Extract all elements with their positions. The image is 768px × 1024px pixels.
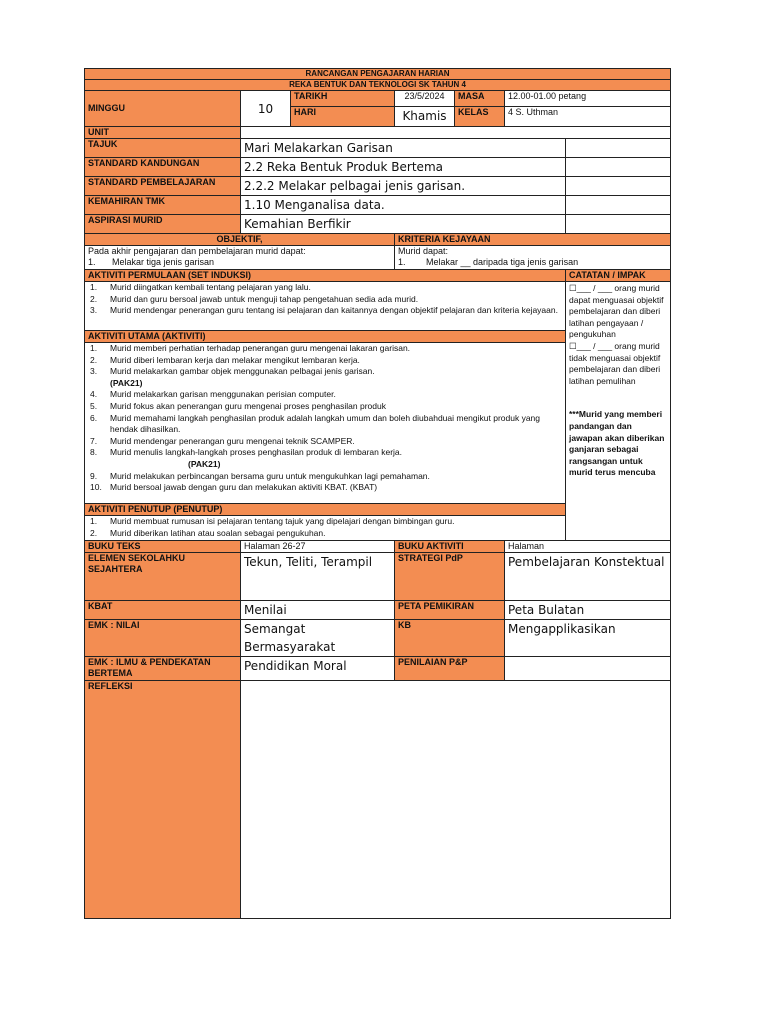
strategi-value: Pembelajaran Konstektual [505, 553, 671, 601]
kb-label: KB [395, 620, 505, 657]
sp-spare [566, 177, 671, 196]
buku-aktiviti-label: BUKU AKTIVITI [395, 541, 505, 553]
refleksi-value [241, 681, 671, 919]
list-item: 4. Murid melakarkan garisan menggunakan perisian computer. [90, 389, 336, 400]
list-item: 3. Murid melakarkan gambar objek menggunakan pelbagai jenis garisan. [90, 366, 375, 377]
list-item: 1. Murid membuat rumusan isi pelajaran tentang tajuk yang dipelajari dengan bimbingan guru. [90, 516, 455, 526]
unit-value [241, 127, 671, 139]
catatan-label: CATATAN / IMPAK [566, 270, 671, 282]
buku-teks-label: BUKU TEKS [85, 541, 241, 553]
catatan-line-1: ☐___ / ___ orang murid dapat menguasai objektif pembelajaran dan diberi latihan pengayaan / pengukuhan [569, 283, 664, 340]
list-item: (PAK21) [188, 458, 221, 469]
list-item: 10. Murid bersoal jawab dengan guru dan melakukan aktiviti KBAT. (KBAT) [90, 482, 378, 493]
objektif-item-num: 1. [88, 257, 96, 267]
peta-label: PETA PEMIKIRAN [395, 601, 505, 620]
tarikh-label: TARIKH [291, 91, 395, 107]
minggu-label: MINGGU [85, 91, 241, 127]
catatan-cell [566, 282, 671, 541]
permulaan-list [88, 282, 562, 317]
kelas-value: 4 S. Uthman [505, 107, 671, 127]
tajuk-value: Mari Melakarkan Garisan [241, 139, 566, 158]
lesson-plan-table [84, 68, 671, 919]
sk-spare [566, 158, 671, 177]
tajuk-spare [566, 139, 671, 158]
kriteria-intro: Murid dapat: [398, 246, 449, 256]
utama-label: AKTIVITI UTAMA (AKTIVITI) [85, 331, 566, 343]
penutup-cell [85, 516, 566, 541]
kelas-label: KELAS [455, 107, 505, 127]
minggu-value: 10 [241, 91, 291, 127]
elemen-value: Tekun, Teliti, Terampil [241, 553, 395, 601]
elemen-label: ELEMEN SEKOLAHKU SEJAHTERA [85, 553, 241, 601]
penutup-label: AKTIVITI PENUTUP (PENUTUP) [85, 504, 566, 516]
kriteria-label: KRITERIA KEJAYAAN [395, 234, 671, 246]
list-item: 5. Murid fokus akan penerangan guru mengenai proses penghasilan produk [90, 400, 386, 411]
form-title: RANCANGAN PENGAJARAN HARIAN [85, 69, 671, 80]
list-item: 8. Murid menulis langkah-langkah proses penghasilan produk di lembaran kerja. [90, 447, 403, 458]
objektif-label: OBJEKTIF, [85, 234, 395, 246]
permulaan-cell [85, 282, 566, 331]
unit-label: UNIT [85, 127, 241, 139]
list-item: 1. Murid memberi perhatian terhadap penerangan guru mengenai lakaran garisan. [90, 343, 411, 353]
list-item: 2. Murid diberikan latihan atau soalan sebagai pengukuhan. [90, 527, 326, 538]
sk-value: 2.2 Reka Bentuk Produk Bertema [241, 158, 566, 177]
kriteria-item [398, 257, 667, 268]
list-item: 3. Murid mendengar penerangan guru tentang isi pelajaran dan kaitannya dengan objektif pelajaran dan kriteria kejayaan. [90, 305, 558, 316]
objektif-item-text: Melakar tiga jenis garisan [112, 257, 215, 267]
lesson-plan-form [84, 68, 670, 919]
catatan-note: ***Murid yang memberi pandangan dan jawapan akan diberikan ganjaran sebagai rangsangan untuk murid terus mencuba [569, 409, 665, 478]
aspirasi-spare [566, 215, 671, 234]
list-item: 7. Murid mendengar penerangan guru mengenai teknik SCAMPER. [90, 435, 355, 446]
buku-teks-value: Halaman 26-27 [241, 541, 395, 553]
hari-label: HARI [291, 107, 395, 127]
kriteria-cell [395, 246, 671, 270]
list-item: 1. Murid diingatkan kembali tentang pelajaran yang lalu. [90, 282, 311, 292]
tarikh-value: 23/5/2024 [395, 91, 455, 107]
strategi-label: STRATEGI PdP [395, 553, 505, 601]
catatan-line-2: ☐___ / ___ orang murid tidak menguasai objektif pembelajaran dan diberi latihan pemulihan [569, 340, 661, 386]
tmk-label: KEMAHIRAN TMK [85, 196, 241, 215]
refleksi-label: REFLEKSI [85, 681, 241, 919]
emk-nilai-value: Semangat Bermasyarakat [241, 620, 395, 657]
aspirasi-value: Kemahian Berfikir [241, 215, 566, 234]
sk-label: STANDARD KANDUNGAN [85, 158, 241, 177]
kriteria-item-num: 1. [398, 257, 406, 267]
emk-ilmu-value: Pendidikan Moral [241, 657, 395, 681]
list-item: 9. Murid melakukan perbincangan bersama guru untuk mengukuhkan lagi pemahaman. [90, 470, 430, 481]
masa-value: 12.00-01.00 petang [505, 91, 671, 107]
kbat-value: Menilai [241, 601, 395, 620]
utama-list [88, 343, 562, 494]
list-item: 2. Murid dan guru bersoal jawab untuk menguji tahap pengetahuan sedia ada murid. [90, 293, 419, 304]
sp-label: STANDARD PEMBELAJARAN [85, 177, 241, 196]
objektif-cell [85, 246, 395, 270]
form-subtitle: REKA BENTUK DAN TEKNOLOGI SK TAHUN 4 [85, 80, 671, 91]
permulaan-label: AKTIVITI PERMULAAN (SET INDUKSI) [85, 270, 566, 282]
sp-value: 2.2.2 Melakar pelbagai jenis garisan. [241, 177, 566, 196]
aspirasi-label: ASPIRASI MURID [85, 215, 241, 234]
buku-aktiviti-value: Halaman [505, 541, 671, 553]
peta-value: Peta Bulatan [505, 601, 671, 620]
tajuk-label: TAJUK [85, 139, 241, 158]
utama-cell [85, 343, 566, 504]
kriteria-item-text: Melakar __ daripada tiga jenis garisan [426, 257, 579, 267]
kb-value: Mengapplikasikan [505, 620, 671, 657]
list-item: (PAK21) [110, 377, 143, 388]
kbat-label: KBAT [85, 601, 241, 620]
hari-value: Khamis [395, 107, 455, 127]
penilaian-value [505, 657, 671, 681]
emk-ilmu-label: EMK : ILMU & PENDEKATAN BERTEMA [85, 657, 241, 681]
list-item: 6. Murid memahami langkah penghasilan produk adalah langkah umum dan boleh diubahduai mengikut produk yang hendak dihasilkan. [90, 412, 541, 435]
emk-nilai-label: EMK : NILAI [85, 620, 241, 657]
masa-label: MASA [455, 91, 505, 107]
penutup-list [88, 516, 562, 539]
tmk-spare [566, 196, 671, 215]
list-item: 2. Murid diberi lembaran kerja dan melakar mengikut lembaran kerja. [90, 354, 360, 365]
penilaian-label: PENILAIAN P&P [395, 657, 505, 681]
objektif-intro: Pada akhir pengajaran dan pembelajaran murid dapat: [88, 246, 306, 256]
tmk-value: 1.10 Menganalisa data. [241, 196, 566, 215]
objektif-item [88, 257, 391, 268]
